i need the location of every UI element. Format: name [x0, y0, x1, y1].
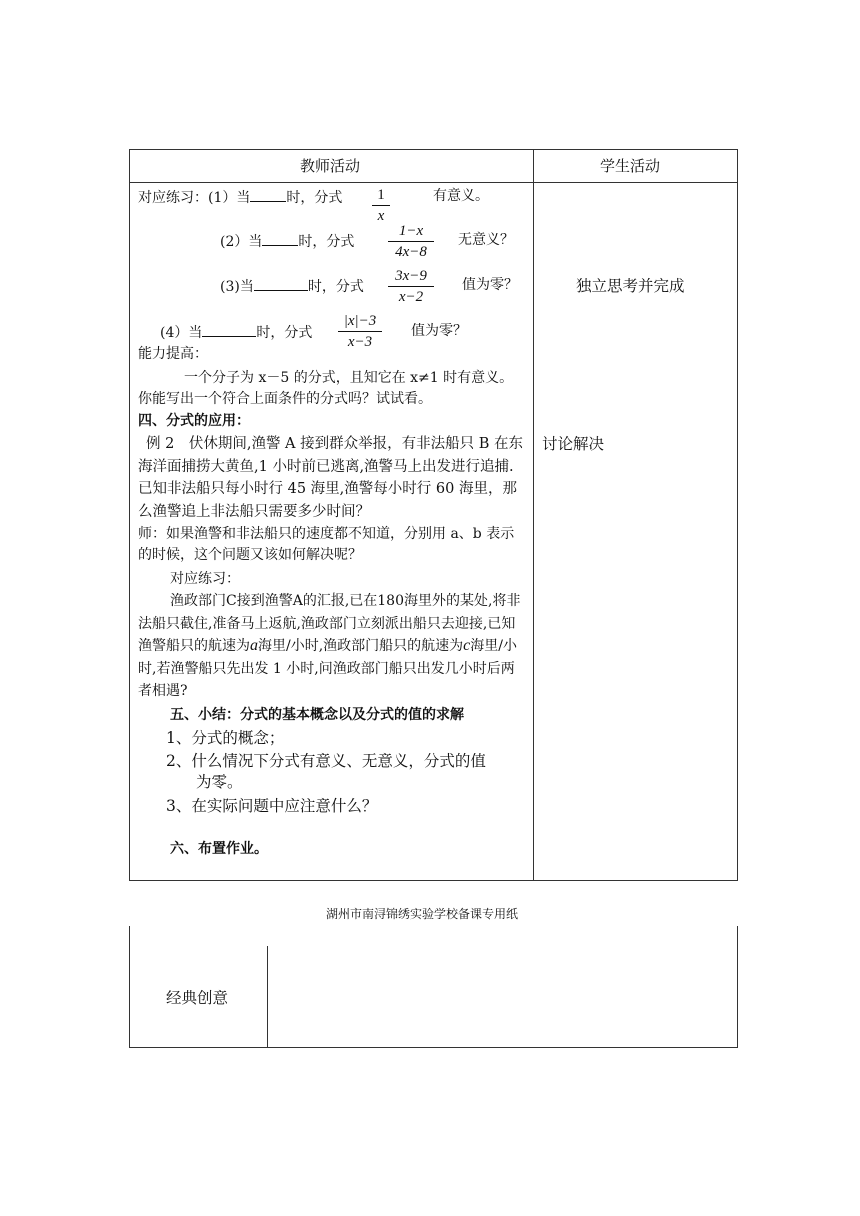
- ability-line-1: 一个分子为 x－5 的分式，且知它在 x≠1 时有意义。: [184, 370, 514, 386]
- bottom-table-right-border: [737, 926, 738, 1048]
- blank-2: [262, 231, 298, 246]
- section-4-title: 四、分式的应用：: [138, 413, 250, 429]
- teacher-question: 师：如果渔警和非法船只的速度都不知道，分别用 a、b 表示的时候，这个问题又该如何解决呢？: [138, 526, 515, 563]
- exercise-4: (4）当 时，分式: [160, 322, 312, 342]
- exercise-2-suffix: 无意义？: [458, 232, 514, 248]
- ability-line-2: 你能写出一个符合上面条件的分式吗？试试看。: [138, 391, 432, 407]
- summary-item-2-cont: 为零。: [196, 773, 243, 791]
- summary-item-2: 2、什么情况下分式有意义、无意义，分式的值: [166, 752, 486, 770]
- summary-item-3: 3、在实际问题中应注意什么？: [166, 797, 378, 815]
- table-right-border: [737, 149, 738, 881]
- example-2-text: 例 2 伏休期间,渔警 A 接到群众举报，有非法船只 B 在东海洋面捕捞大黄鱼,1 小时前已逃离,渔警马上出发进行追捕.已知非法船只每小时行 45 海里,渔警每小时行 60 海里，那么渔警追上非法船只需要多少时间？: [138, 436, 524, 520]
- header-teacher-activity: 教师活动: [300, 157, 361, 175]
- page-footer: 湖州市南浔锦绣实验学校备课专用纸: [326, 907, 519, 921]
- section-6-title: 六、布置作业。: [170, 841, 268, 857]
- fraction-2: 1−x 4x−8: [388, 222, 434, 261]
- table-column-divider: [533, 149, 534, 881]
- exercise-1-suffix: 有意义。: [433, 188, 489, 204]
- classic-creative-label: 经典创意: [166, 989, 229, 1007]
- exercise-3-suffix: 值为零？: [462, 277, 518, 293]
- practice-problem: 渔政部门C接到渔警A的汇报,已在180海里外的某处,将非法船只截住,准备马上返航,渔政部门立刻派出船只去迎接,已知渔警船只的航速为a海里/小时,渔政部门船只的航速为c海里/小时,若渔警船只先出发 1 小时,问渔政部门船只出发几小时后两者相遇?: [138, 593, 521, 699]
- fraction-1: 1 x: [372, 186, 390, 225]
- practice-title: 对应练习：: [170, 571, 240, 587]
- header-student-activity: 学生活动: [600, 157, 661, 175]
- blank-3: [254, 276, 308, 291]
- student-activity-1: 独立思考并完成: [576, 277, 685, 295]
- exercise-2: (2）当 时，分式: [220, 231, 354, 251]
- blank-1: [250, 187, 286, 202]
- table-header-divider: [129, 182, 738, 183]
- fraction-4: |x|−3 x−3: [338, 312, 382, 351]
- exercise-4-suffix: 值为零？: [411, 323, 467, 339]
- table-left-border: [129, 149, 130, 881]
- blank-4: [202, 322, 256, 337]
- table-top-border: [129, 149, 738, 150]
- ability-title: 能力提高：: [138, 346, 208, 362]
- table-bottom-border: [129, 880, 738, 881]
- student-activity-2: 讨论解决: [542, 435, 605, 453]
- bottom-table-left-border: [129, 926, 130, 1048]
- summary-item-1: 1、分式的概念；: [166, 729, 285, 747]
- exercise-1: 对应练习：(1）当 时，分式: [138, 187, 342, 207]
- exercise-3: (3)当 时，分式: [220, 276, 364, 296]
- section-5-title: 五、小结：分式的基本概念以及分式的值的求解: [170, 707, 464, 723]
- fraction-3: 3x−9 x−2: [388, 267, 434, 306]
- bottom-table-bottom-border: [129, 1047, 738, 1048]
- bottom-table-divider: [267, 946, 268, 1048]
